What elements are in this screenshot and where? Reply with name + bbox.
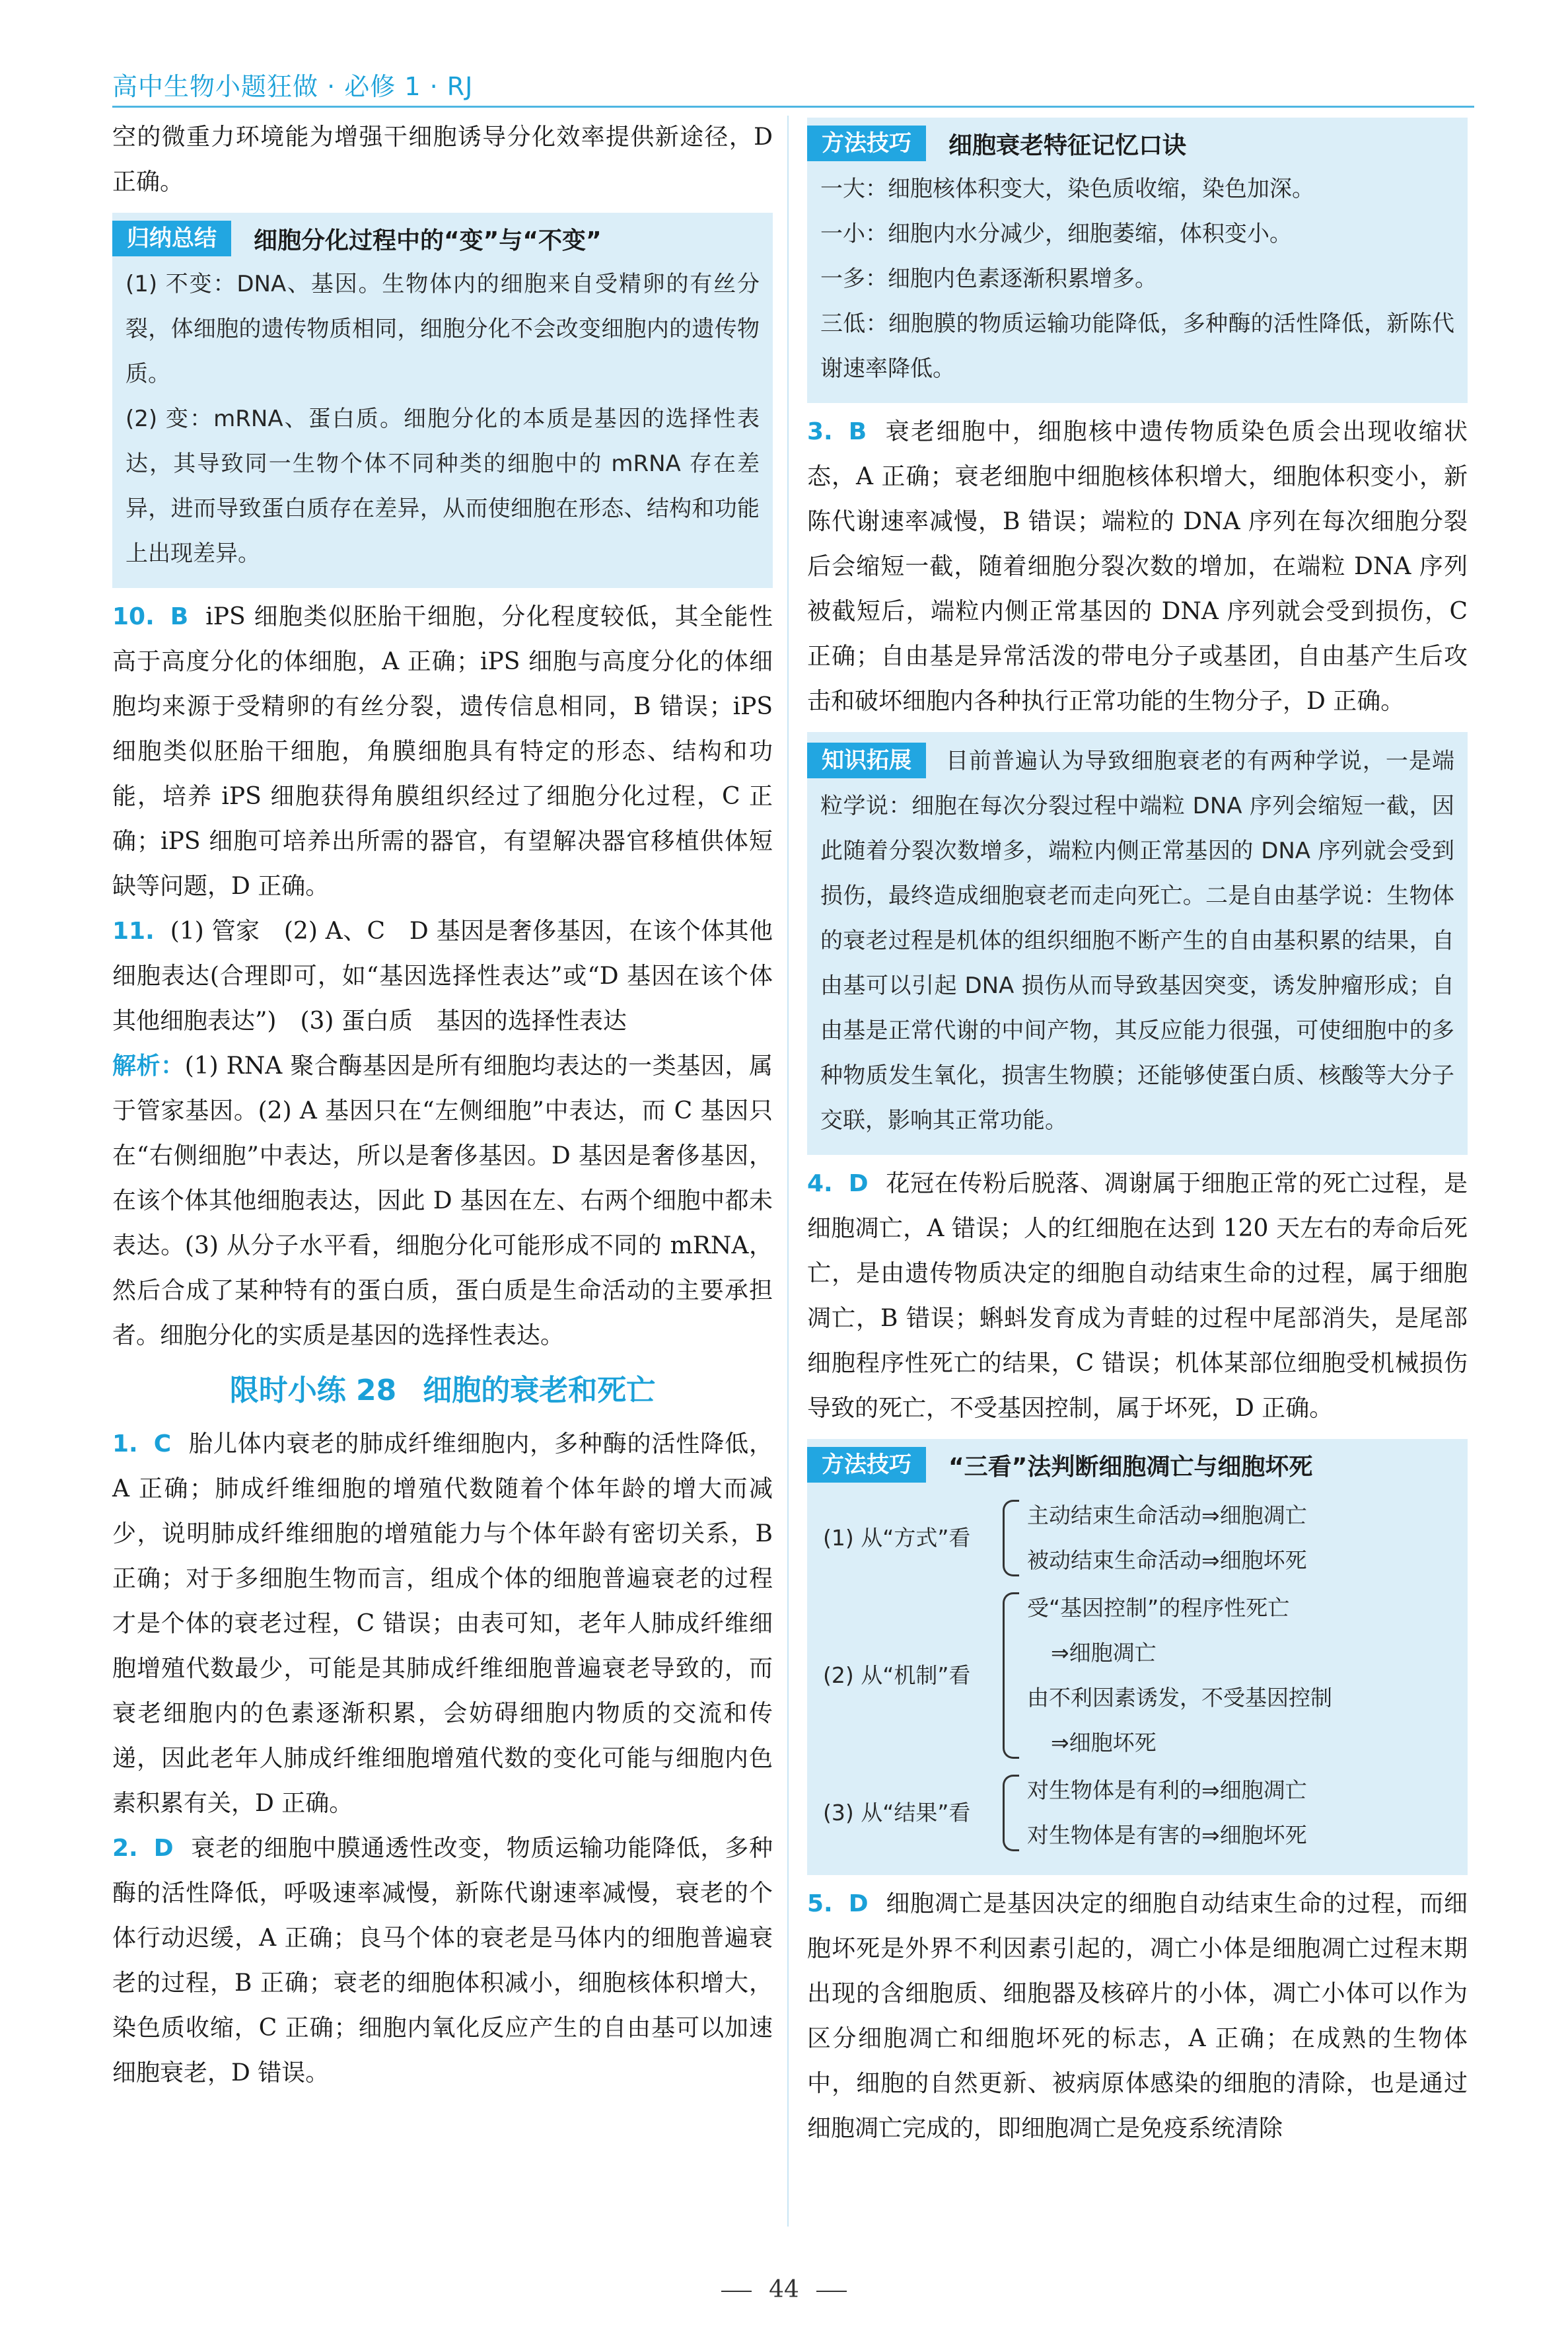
- answer-1: [112, 1422, 773, 1826]
- judge-group-label: (2) 从“机制”看: [823, 1662, 971, 1688]
- analysis-11: [112, 1044, 773, 1358]
- answer-text: 花冠在传粉后脱落、凋谢属于细胞正常的死亡过程，是细胞凋亡，A 错误；人的红细胞在达到 120 天左右的寿命后死亡，是由遗传物质决定的细胞自动结束生命的过程，属于细胞凋亡，B 错误；蝌蚪发育成为青蛙的过程中尾部消失，是尾部细胞程序性死亡的结果，C 错误；机体某部位细胞受机械损伤导致的死亡，不受基因控制，属于坏死，D 正确。: [807, 1170, 1468, 1422]
- section-title: [112, 1362, 773, 1419]
- question-number: 3.: [807, 418, 833, 445]
- footer-dash: [721, 2291, 752, 2292]
- question-number: 4.: [807, 1170, 833, 1197]
- header-rule: [112, 106, 1474, 108]
- analysis-label: 解析：: [112, 1052, 185, 1080]
- judge-item: 被动结束生命活动⇒细胞坏死: [1027, 1547, 1307, 1573]
- method-tag: 方法技巧: [807, 126, 926, 161]
- mnemonic-line-3: 一多：细胞内色素逐渐积累增多。: [820, 266, 1157, 292]
- knowledge-box: [807, 732, 1468, 1155]
- knowledge-tag: 知识拓展: [807, 743, 926, 778]
- summary-line-1: (1) 不变：DNA、基因。生物体内的细胞来自受精卵的有丝分裂，体细胞的遗传物质相同，细胞分化不会改变细胞内的遗传物质。: [125, 271, 760, 387]
- answer-5: [807, 1882, 1468, 2151]
- answer-10: [112, 595, 773, 909]
- answer-text: 胎儿体内衰老的肺成纤维细胞内，多种酶的活性降低，A 正确；肺成纤维细胞的增殖代数随着个体年龄的增大而减少，说明肺成纤维细胞的增殖能力与个体年龄有密切关系，B 正确；对于多细胞生物而言，组成个体的细胞普遍衰老的过程才是个体的衰老过程，C 错误；由表可知，老年人肺成纤维细胞增殖代数最少，可能是其肺成纤维细胞普遍衰老导致的，而衰老细胞内的色素逐渐积累，会妨碍细胞内物质的交流和传递，因此老年人肺成纤维细胞增殖代数的变化可能与细胞内色素积累有关，D 正确。: [112, 1430, 773, 1817]
- summary-box: [112, 213, 773, 588]
- judge-item: 对生物体是有害的⇒细胞坏死: [1027, 1822, 1307, 1848]
- section-number: 限时小练 28: [229, 1374, 397, 1407]
- method-box-aging: [807, 118, 1468, 403]
- method-box-header: [807, 124, 1454, 163]
- brace: [1003, 1775, 1019, 1851]
- judge-group-label: (3) 从“结果”看: [823, 1800, 971, 1826]
- judge-item: ⇒细胞凋亡: [1051, 1640, 1157, 1666]
- summary-line-2: (2) 变：mRNA、蛋白质。细胞分化的本质是基因的选择性表达，其导致同一生物个体不同种类的细胞中的 mRNA 存在差异，进而导致蛋白质存在差异，从而使细胞在形态、结构和功能上出现差异。: [125, 406, 760, 567]
- knowledge-body: 目前普遍认为导致细胞衰老的有两种学说，一是端粒学说：细胞在每次分裂过程中端粒 DNA 序列会缩短一截，因此随着分裂次数增多，端粒内侧正常基因的 DNA 序列就会受到损伤，最终造成细胞衰老而走向死亡。二是自由基学说：生物体的衰老过程是机体的组织细胞不断产生的自由基积累的结果，自由基可以引起 DNA 损伤从而导致基因突变，诱发肿瘤形成；自由基是正常代谢的中间产物，其反应能力很强，可使细胞中的多种物质发生氧化，损害生物膜；还能够使蛋白质、核酸等大分子交联，影响其正常功能。: [820, 748, 1454, 1134]
- method-box-header: [807, 1446, 1454, 1484]
- answer-letter: D: [153, 1835, 174, 1862]
- method-title: 细胞衰老特征记忆口诀: [948, 131, 1187, 159]
- page-number: 44: [769, 2276, 799, 2303]
- answer-2: [112, 1826, 773, 2096]
- method-title: “三看”法判断细胞凋亡与细胞坏死: [948, 1453, 1313, 1481]
- answer-3: [807, 410, 1468, 724]
- judge-group-mechanism: [823, 1586, 1454, 1765]
- question-number: 11.: [112, 918, 155, 945]
- judge-item: 主动结束生命活动⇒细胞凋亡: [1027, 1502, 1307, 1528]
- left-column: [112, 115, 773, 2096]
- mnemonic-line-1: 一大：细胞核体积变大，染色质收缩，染色加深。: [820, 176, 1314, 202]
- three-look-table: [820, 1488, 1454, 1863]
- summary-tag: 归纳总结: [112, 221, 231, 256]
- paragraph-continued: 空的微重力环境能为增强干细胞诱导分化效率提供新途径，D 正确。: [112, 124, 773, 196]
- answer-letter: B: [170, 603, 189, 630]
- answer-text: 衰老的细胞中膜通透性改变，物质运输功能降低，多种酶的活性降低，呼吸速率减慢，新陈代谢速率减慢，衰老的个体行动迟缓，A 正确；良马个体的衰老是马体内的细胞普遍衰老的过程，B 正确；衰老的细胞体积减小，细胞核体积增大，染色质收缩，C 正确；细胞内氧化反应产生的自由基可以加速细胞衰老，D 错误。: [112, 1835, 773, 2086]
- answer-11: [112, 909, 773, 1044]
- answer-text: iPS 细胞类似胚胎干细胞，分化程度较低，其全能性高于高度分化的体细胞，A 正确；iPS 细胞与高度分化的体细胞均来源于受精卵的有丝分裂，遗传信息相同，B 错误；iPS 细胞类似胚胎干细胞，角膜细胞具有特定的形态、结构和功能，培养 iPS 细胞获得角膜组织经过了细胞分化过程，C 正确；iPS 细胞可培养出所需的器官，有望解决器官移植供体短缺等问题，D 正确。: [112, 603, 773, 900]
- answer-4: [807, 1162, 1468, 1431]
- knowledge-text: [820, 739, 1454, 1143]
- page-footer: [0, 2276, 1568, 2303]
- brace: [1003, 1500, 1019, 1576]
- judge-group-result: [823, 1768, 1454, 1858]
- summary-title: 细胞分化过程中的“变”与“不变”: [254, 227, 602, 254]
- running-head: 高中生物小题狂做 · 必修 1 · RJ: [112, 72, 474, 101]
- method-tag: 方法技巧: [807, 1447, 926, 1483]
- judge-item: 对生物体是有利的⇒细胞凋亡: [1027, 1777, 1307, 1803]
- question-number: 5.: [807, 1890, 833, 1917]
- method-box-apoptosis: [807, 1439, 1468, 1875]
- question-number: 1.: [112, 1430, 138, 1458]
- footer-dash: [816, 2291, 847, 2292]
- answer-text: 细胞凋亡是基因决定的细胞自动结束生命的过程，而细胞坏死是外界不利因素引起的，凋亡小体是细胞凋亡过程末期出现的含细胞质、细胞器及核碎片的小体，凋亡小体可以作为区分细胞凋亡和细胞坏死的标志，A 正确；在成熟的生物体中，细胞的自然更新、被病原体感染的细胞的清除，也是通过细胞凋亡完成的，即细胞凋亡是免疫系统清除: [807, 1890, 1468, 2142]
- analysis-text: (1) RNA 聚合酶基因是所有细胞均表达的一类基因，属于管家基因。(2) A 基因只在“左侧细胞”中表达，而 C 基因只在“右侧细胞”中表达，所以是奢侈基因。D 基因是奢侈基因，在该个体其他细胞表达，因此 D 基因在左、右两个细胞中都未表达。(3) 从分子水平看，细胞分化可能形成不同的 mRNA，然后合成了某种特有的蛋白质，蛋白质是生命活动的主要承担者。细胞分化的实质是基因的选择性表达。: [112, 1052, 773, 1349]
- judge-item: 由不利因素诱发，不受基因控制: [1027, 1685, 1332, 1711]
- section-name: 细胞的衰老和死亡: [423, 1374, 656, 1407]
- judge-item: 受“基因控制”的程序性死亡: [1027, 1595, 1290, 1621]
- judge-group-label: (1) 从“方式”看: [823, 1525, 971, 1551]
- answer-letter: D: [848, 1890, 869, 1917]
- column-divider: [787, 116, 789, 2227]
- answer-text: (1) 管家 (2) A、C D 基因是奢侈基因，在该个体其他细胞表达(合理即可，如“基因选择性表达”或“D 基因在该个体其他细胞表达”) (3) 蛋白质 基因的选择性表达: [112, 918, 773, 1035]
- judge-item: ⇒细胞坏死: [1051, 1730, 1157, 1755]
- mnemonic-line-4: 三低：细胞膜的物质运输功能降低，多种酶的活性降低，新陈代谢速率降低。: [820, 311, 1454, 382]
- question-number: 10.: [112, 603, 155, 630]
- answer-text: 衰老细胞中，细胞核中遗传物质染色质会出现收缩状态，A 正确；衰老细胞中细胞核体积增大，细胞体积变小，新陈代谢速率减慢，B 错误；端粒的 DNA 序列在每次细胞分裂后会缩短一截，随着细胞分裂次数的增加，在端粒 DNA 序列被截短后，端粒内侧正常基因的 DNA 序列就会受到损伤，C 正确；自由基是异常活泼的带电分子或基团，自由基产生后攻击和破坏细胞内各种执行正常功能的生物分子，D 正确。: [807, 418, 1468, 715]
- judge-group-mode: [823, 1493, 1454, 1583]
- question-number: 2.: [112, 1835, 138, 1862]
- answer-letter: D: [848, 1170, 869, 1197]
- summary-box-header: [112, 219, 760, 258]
- answer-letter: B: [848, 418, 867, 445]
- answer-letter: C: [153, 1430, 172, 1458]
- brace: [1003, 1592, 1019, 1759]
- mnemonic-line-2: 一小：细胞内水分减少，细胞萎缩，体积变小。: [820, 221, 1292, 247]
- right-column: [807, 115, 1468, 2151]
